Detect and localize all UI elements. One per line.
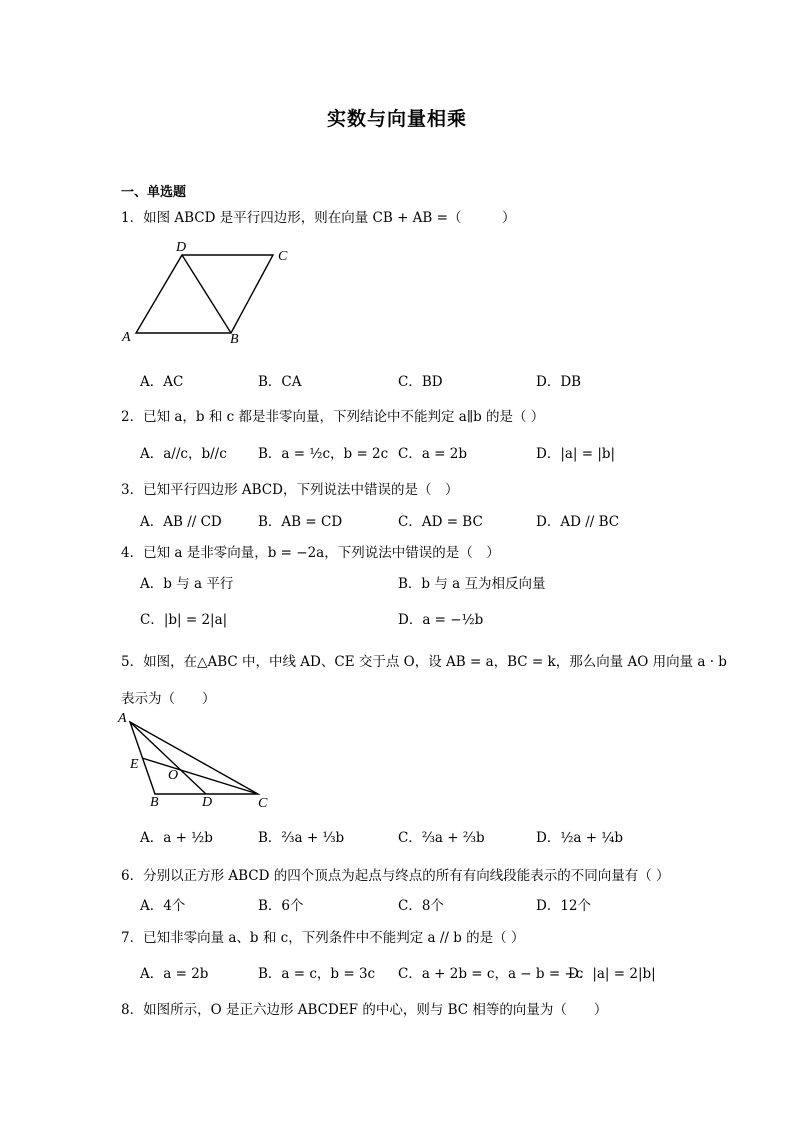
page-title: 实数与向量相乘 — [326, 108, 467, 130]
q6-option-c[interactable]: C．8个 — [398, 898, 444, 914]
q7-option-a[interactable]: A．a = 2b — [140, 966, 209, 982]
q5-option-b[interactable]: B．⅔a + ⅓b — [258, 830, 345, 846]
question-7-stem: 7．已知非零向量 a、b 和 c，下列条件中不能判定 a // b 的是（ ） — [121, 930, 525, 946]
diagonal-db — [182, 255, 231, 333]
q4-option-a[interactable]: A．b 与 a 平行 — [140, 576, 234, 592]
q4-option-c[interactable]: C．|b| = 2|a| — [140, 612, 228, 628]
q7-option-d[interactable]: D．|a| = 2|b| — [568, 966, 656, 982]
parallelogram-outline — [136, 255, 273, 333]
question-4-stem: 4．已知 a 是非零向量，b = −2a，下列说法中错误的是（ ） — [121, 545, 500, 561]
q1-option-a[interactable]: A．AC — [140, 374, 184, 390]
label-b: B — [150, 795, 159, 810]
q2-option-c[interactable]: C．a = 2b — [398, 446, 468, 462]
q7-option-b[interactable]: B．a = c，b = 3c — [258, 966, 376, 982]
q2-option-d[interactable]: D．|a| = |b| — [536, 446, 616, 462]
q4-option-d[interactable]: D．a = −½b — [398, 612, 484, 628]
q5-option-d[interactable]: D．½a + ¼b — [536, 830, 624, 846]
q2-option-b[interactable]: B．a = ½c，b = 2c — [258, 446, 389, 462]
q6-option-a[interactable]: A．4个 — [140, 898, 186, 914]
q3-option-c[interactable]: C．AD = BC — [398, 514, 483, 530]
question-5-stem: 5．如图，在△ABC 中，中线 AD、CE 交于点 O，设 AB = a，BC = k，那么向量 AO 用向量 a · b — [121, 654, 727, 670]
q4-option-b[interactable]: B．b 与 a 互为相反向量 — [398, 576, 546, 592]
q2-option-a[interactable]: A．a//c，b//c — [140, 446, 227, 462]
question-2-stem: 2．已知 a，b 和 c 都是非零向量，下列结论中不能判定 a∥b 的是（ ） — [121, 409, 545, 425]
label-c: C — [278, 249, 288, 264]
label-c: C — [258, 796, 268, 810]
q6-option-b[interactable]: B．6个 — [258, 898, 304, 914]
question-1-stem: 1．如图 ABCD 是平行四边形，则在向量 CB + AB =（ ） — [121, 210, 516, 226]
q1-option-c[interactable]: C．BD — [398, 374, 443, 390]
label-b: B — [230, 332, 239, 347]
triangle-figure — [112, 710, 282, 810]
label-d: D — [202, 795, 213, 810]
question-8-stem: 8．如图所示，O 是正六边形 ABCDEF 的中心，则与 BC 相等的向量为（ ） — [121, 1002, 608, 1018]
section-heading: 一、单选题 — [121, 185, 187, 200]
label-o: O — [168, 768, 179, 783]
q5-option-a[interactable]: A．a + ½b — [140, 830, 213, 846]
q1-option-b[interactable]: B．CA — [258, 374, 302, 390]
question-3-stem: 3．已知平行四边形 ABCD，下列说法中错误的是（ ） — [121, 482, 459, 498]
q1-option-d[interactable]: D．DB — [536, 374, 582, 390]
q7-option-c[interactable]: C．a + 2b = c，a − b = −c — [398, 966, 584, 982]
q5-option-c[interactable]: C．⅔a + ⅔b — [398, 830, 485, 846]
question-5-stem-continued: 表示为（ ） — [121, 691, 216, 707]
label-a: A — [118, 711, 127, 726]
label-e: E — [130, 757, 139, 772]
parallelogram-figure — [118, 238, 298, 348]
label-d: D — [176, 240, 187, 255]
q3-option-d[interactable]: D．AD // BC — [536, 514, 620, 530]
q3-option-a[interactable]: A．AB // CD — [140, 514, 222, 530]
label-a: A — [122, 330, 131, 345]
q3-option-b[interactable]: B．AB = CD — [258, 514, 343, 530]
question-6-stem: 6．分别以正方形 ABCD 的四个顶点为起点与终点的所有有向线段能表示的不同向量有（ ） — [121, 868, 670, 884]
q6-option-d[interactable]: D．12个 — [536, 898, 592, 914]
